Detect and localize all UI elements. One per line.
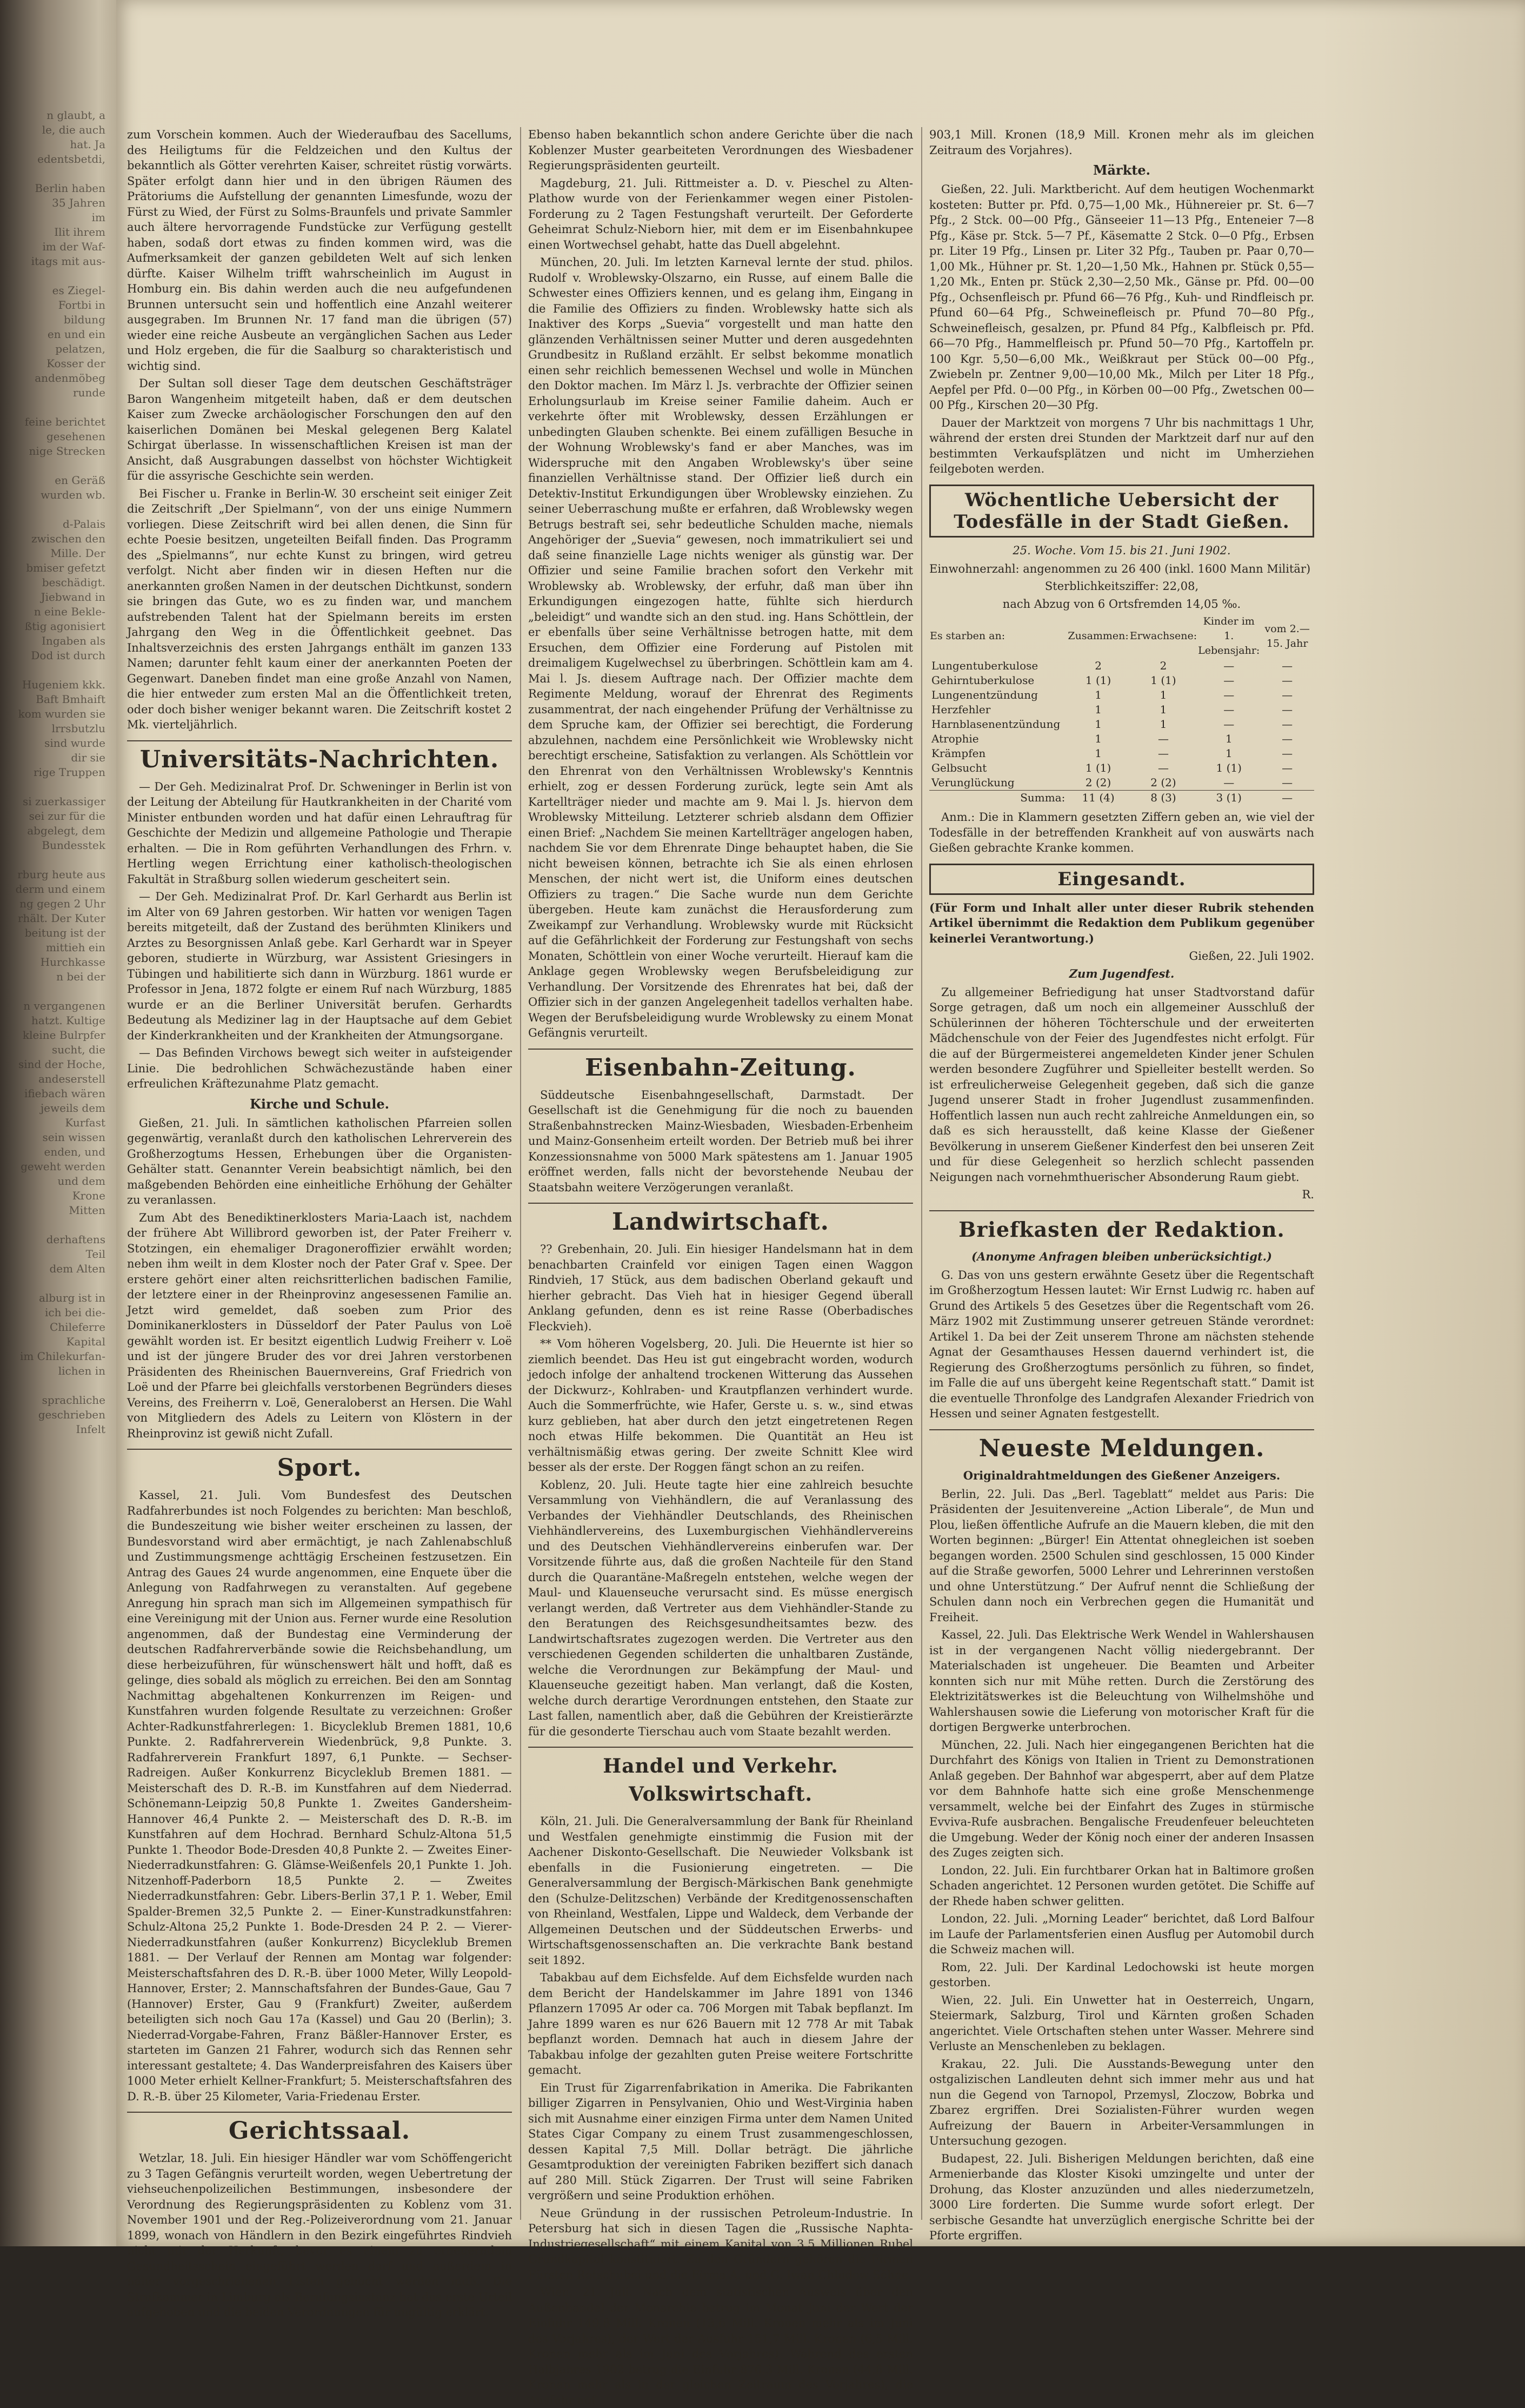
table-row	[929, 702, 1314, 717]
eingesandt-signature: R.	[1302, 1188, 1314, 1201]
table-cell: 11 (4)	[1082, 791, 1115, 804]
news-item: Krakau, 22. Juli. Die Ausstands-Bewegung unter den ostgalizischen Landleuten dehnt sich immer mehr aus und hat nun die Gegend von Tarnopol, Przemysl, Zloczow, Bobrka und Zbarez ergriffen. Drei Sozialisten-Führer wurden wegen Aufreizung der Bauern in Arbeiter-Versammlungen in Untersuchung gezogen.	[929, 2057, 1314, 2147]
table-cell: —	[1223, 659, 1235, 672]
table-cell: Harnblasenentzündung	[931, 718, 1061, 731]
column-2	[528, 127, 913, 2407]
table-header-cell: Kinder im 1. Lebensjahr:	[1198, 615, 1260, 656]
table-cell: Summa:	[1020, 791, 1065, 804]
table-cell: 1	[1095, 703, 1102, 716]
section-heading-todesfaelle: Wöchentliche Uebersicht der Todesfälle in der Stadt Gießen.	[929, 485, 1314, 538]
newspaper-page	[116, 0, 1525, 2407]
table-cell: Gehirntuberkulose	[931, 674, 1035, 687]
table-header-cell: Zusammen:	[1068, 630, 1129, 642]
table-cell: 1	[1160, 688, 1167, 701]
table-cell: —	[1223, 688, 1235, 701]
article-paragraph: Tabakbau auf dem Eichsfelde. Auf dem Eichsfelde wurden nach dem Bericht der Handelskammer im Jahre 1891 von 1346 Pflanzern 17095 Ar oder ca. 706 Morgen mit Tabak bepflanzt. Im Jahre 1899 waren es nur 626 Bauern mit 12 778 Ar mit Tabak bepflanzt worden. Demnach hat auch in diesem Jahre der Tabakbau infolge der gezahlten guten Preise weitere Fortschritte gemacht.	[528, 1971, 913, 2077]
table-cell: Herzfehler	[931, 703, 991, 716]
article-paragraph: Wetzlar, 18. Juli. Ein hiesiger Händler war vom Schöffengericht zu 3 Tagen Gefängnis verurteilt worden, wegen Uebertretung der viehseuchenpolizeilichen Bestimmungen, insbesondere der Verordnung des Regierungspräsidenten zu Koblenz vom 31. November 1901 und der Reg.-Polizeiverordnung vom 21. Januar 1899, wonach von Händlern in den Bezirk eingeführtes Rindvieh nicht mit der Herkunft, bevor es einem zu erneuerndem Gesundheitsschein eingeführt werden darf und außerdem in näher vorgeschriebenen Listen gebucht werden muß. Die Strafkammer in Limburg als Berufungsinstanz hat das erste Urteil aufgehoben und die beiden Verordnungen für ungültig erklärt.	[127, 2152, 512, 2319]
news-item: Wien, 22. Juli. Ein Unwetter hat in Oesterreich, Ungarn, Steiermark, Salzburg, Tirol und Kärnten großen Schaden angerichtet. Viele Ortschaften stehen unter Wasser. Mehrere sind Verluste an Menschenleben zu beklagen.	[929, 1993, 1314, 2053]
table-cell: 1	[1095, 688, 1102, 701]
section-heading-maerkte: Märkte.	[1093, 162, 1151, 178]
section-heading-handel: Handel und Verkehr. Volkswirtschaft.	[528, 1747, 913, 1808]
eingesandt-date: Gießen, 22. Juli 1902.	[1189, 950, 1314, 963]
section-heading-neueste: Neueste Meldungen.	[929, 1429, 1314, 1463]
table-cell: 1	[1095, 732, 1102, 745]
table-row	[929, 659, 1314, 673]
column-rule	[921, 127, 922, 2220]
news-item: Kassel, 22. Juli. Das Elektrische Werk Wendel in Wahlershausen ist in der vergangenen Nacht völlig niedergebrannt. Der Materialschaden ist ungeheuer. Die Beamten und Arbeiter konnten sich nur mit Mühe retten. Durch die Zerstörung des Elektrizitätswerkes ist die Beleuchtung von Wilhelmshöhe und Wahlershausen sowie die Lieferung von motorischer Kraft für die dortigen Bergwerke unterbrochen.	[929, 1628, 1314, 1734]
death-stats-population: Einwohnerzahl: angenommen zu 26 400 (inkl. 1600 Mann Militär)	[929, 562, 1311, 575]
article-paragraph: zum Vorschein kommen. Auch der Wiederaufbau des Sacellums, des Heiligtums für die Feldzeichen und den Kultus der bekanntlich als Götter verehrten Kaiser, schreitet rüstig vorwärts. Später erfolgt dann hier und in den übrigen Räumen des Prätoriums die Aufstellung der genannten Limesfunde, wozu der Fürst zu Wied, der Fürst zu Solms-Braunfels und private Sammler auch ältere hervorragende Fundstücke zur Verfügung gestellt haben, sodaß dort etwas zu finden kommen wird, was die Aufmerksamkeit der ganzen gebildeten Welt auf sich lenken dürfte. Kaiser Wilhelm trifft wahrscheinlich im August in Homburg ein. Bis dahin werden auch die neu aufgefundenen Brunnen untersucht sein und hoffentlich eine Anzahl weiterer ausgegraben. Im Brunnen Nr. 17 fand man die übrigen (57) wieder eine reiche Ausbeute an vergänglichen Sachen aus Leder und Holz ergeben, die für die Saalburg so charakteristisch und wichtig sind.	[127, 128, 512, 373]
eingesandt-disclaimer: (Für Form und Inhalt aller unter dieser Rubrik stehenden Artikel übernimmt die Redaktion dem Publikum gegenüber keinerlei Verantwortung.)	[929, 900, 1314, 945]
table-cell: 2	[1160, 659, 1167, 672]
table-cell: 1 (1)	[1216, 761, 1242, 774]
article-paragraph: Köln, 21. Juli. Die Generalversammlung der Bank für Rheinland und Westfalen genehmigte einstimmig die Fusion mit der Aachener Diskonto-Gesellschaft. Die Neuwieder Volksbank ist ebenfalls in die Fusionierung eingetreten. — Die Generalversammlung der Bergisch-Märkischen Bank genehmigte den (Schulze-Delitzschen) Verbände der Kreditgenossenschaften von Rheinland, Westfalen, Lippe und Waldeck, dem Verbande der Allgemeinen Deutschen und der Süddeutschen Erwerbs- und Wirtschaftsgenossenschaften an. Die verkrachte Bank bestand seit 1892.	[528, 1815, 913, 1967]
article-paragraph: Dauer der Marktzeit von morgens 7 Uhr bis nachmittags 1 Uhr, während der ersten drei Stunden der Marktzeit darf nur auf den bestimmten Verkaufsplätzen und nicht im Umherziehen feilgeboten werden.	[929, 416, 1314, 475]
table-header-cell: Erwachsene:	[1129, 630, 1197, 642]
article-paragraph: Zum Abt des Benediktinerklosters Maria-Laach ist, nachdem der frühere Abt Willibrord geworben ist, der Pater Freiherr v. Stotzingen, ein ehemaliger Dragoneroffizier erwählt worden; neben ihm weilt in dem Kloster noch der Pater Graf v. Spee. Der erstere gehört einer alten reichsritterlichen badischen Familie, der letztere einer in der Rheinprovinz angesessenen Familie an. Jetzt wird gemeldet, daß soeben zum Prior des Dominikanerklosters in Düsseldorf der Pater Paulus von Loë gewählt worden ist. Er besitzt eigentlich Ludwig Freiherr v. Loë und ist der jüngere Bruder des vor drei Jahren verstorbenen Präsidenten des Rheinischen Bauernvereins, Graf Friedrich von Loë und der Pfarre bei gleichfalls verstorbenen Begründers dieses Vereins, des Freiherrn v. Loë, Generaloberst an Hersen. Die Wahl von Mitgliedern des Adels zu Leitern von Klöstern in der Rheinprovinz ist gewiß nicht Zufall.	[127, 1211, 512, 1440]
table-cell: 1	[1225, 732, 1233, 745]
article-paragraph: Neue Gründung in der russischen Petroleum-Industrie. In Petersburg hat sich in diesen Tagen die „Russische Naphta-Industriegesellschaft“ mit einem Kapital von 3,5 Millionen Rubel Grundkapital konstituiert. Zu den Gründern gehören die Firmen Fürsten Rotschubei und die Firma A. und G. Iwan Chludow Söhne.	[528, 2206, 913, 2281]
death-stats-week: 25. Woche. Vom 15. bis 21. Juni 1902.	[1013, 543, 1231, 557]
news-item: London, 22. Juli. „Morning Leader“ berichtet, daß Lord Balfour im Laufe der Parlamentsferien einen Ausflug per Automobil durch die Schweiz machen will.	[929, 1912, 1314, 1956]
table-cell: 1	[1095, 718, 1102, 731]
table-cell: —	[1223, 776, 1235, 789]
table-cell: —	[1282, 761, 1293, 774]
table-cell: —	[1282, 791, 1293, 804]
article-paragraph: Magdeburg, 21. Juli. Rittmeister a. D. v. Pieschel zu Alten-Plathow wurde von der Ferienkammer wegen einer Pistolen-Forderung zu 2 Tagen Festungshaft verurteilt. Der Geforderte Geheimrat Schulz-Nieborn hier, mit dem er im Eisenbahnkupee einen Wortwechsel gehabt, hatte das Duell abgelehnt.	[528, 176, 913, 251]
table-cell: —	[1282, 718, 1293, 731]
news-item: London, 22. Juli. Ein furchtbarer Orkan hat in Baltimore großen Schaden angerichtet. 12 Personen wurden getötet. Die Schiffe auf der Rhede haben schwer gelitten.	[929, 1863, 1314, 1908]
table-header-cell: Es starben an:	[930, 630, 1005, 642]
column-rule	[520, 127, 521, 2220]
section-heading-eingesandt: Eingesandt.	[929, 864, 1314, 895]
section-heading-universitaet: Universitäts-Nachrichten.	[127, 740, 512, 774]
table-cell: —	[1282, 747, 1293, 760]
table-cell: Gelbsucht	[931, 761, 987, 774]
article-paragraph: Gießen, 21. Juli. In sämtlichen katholischen Pfarreien sollen gegenwärtig, veranlaßt durch den katholischen Lehrerverein des Großherzogtums Hessen, Erhebungen über die Organisten-Gehälter statt. Genannter Verein beabsichtigt nämlich, bei den maßgebenden Behörden eine einheitliche Erhöhung der Gehälter zu veranlassen.	[127, 1116, 512, 1206]
table-row	[929, 761, 1314, 775]
eingesandt-title: Zum Jugendfest.	[1069, 966, 1175, 980]
table-cell: —	[1282, 659, 1293, 672]
table-cell: —	[1223, 674, 1235, 687]
article-paragraph: Der Sultan soll dieser Tage dem deutschen Geschäftsträger Baron Wangenheim mitgeteilt haben, daß er dem deutschen Kaiser zum Zwecke archäologischer Forschungen den auf den kaiserlichen Domänen bei Meskal gelegenen Berg Kalatel Schirgat überlasse. In wissenschaftlichen Kreisen ist man der Ansicht, daß Ausgrabungen dasselbst von höchster Wichtigkeit für die assyrische Geschichte sein werden.	[127, 377, 512, 482]
table-cell: —	[1282, 674, 1293, 687]
table-cell: Verunglückung	[931, 776, 1015, 789]
adjacent-page-text: n glaubt, a le, die auch hat. Ja edentsbetdi, Berlin haben 35 Jahren im Ilit ihrem im der Waf- itags mit aus- es Ziegel- Fortbi in bildung en und ein pelatzen, Kosser der andenmöbeg runde feine berichtet gesehenen nige Strecken en Geräß wurden wb. d-Palais zwischen den Mille. Der bmiser gefetzt beschädigt. Jiebwand in n eine Bekle- ßtig agonisiert Ingaben als Dod ist durch Hugeniem kkk. Baft Bmhaift kom wurden sie lrrsbutzlu sind wurde dir sie rige Truppen si zuerkassiger sei zur für die abgelegt, dem Bundesstek rburg heute aus derm und einem ng gegen 2 Uhr rhält. Der Kuter beitung ist der mittieh ein Hurchkasse n bei der n vergangenen hatzt. Kultige kleine Bulrpfer sucht, die sind der Hoche, andeserstell ifiebach wären jeweils dem Kurfast sein wissen enden, und geweht werden und dem Krone Mitten derhaftens Teil dem Alten alburg ist in ich bei die- Chileferre Kapital im Chilekurfan- lichen in sprachliche geschrieben Infelt	[15, 109, 105, 1436]
table-cell: —	[1157, 761, 1169, 774]
table-cell: 1 (1)	[1085, 761, 1111, 774]
table-cell: Krämpfen	[931, 747, 986, 760]
page-margin	[1322, 0, 1525, 2246]
briefkasten-note: (Anonyme Anfragen bleiben unberücksichtigt.)	[971, 1249, 1272, 1263]
table-cell: Atrophie	[931, 732, 979, 745]
table-cell: 2 (2)	[1150, 776, 1176, 789]
article-paragraph: Wien, 21. Juli. Nach dem statistischen Ausweis über den Außenhandel der Monarchie betrug im Monat Juni der Wert der Einfuhr 149,8 Mill. Kronen (13,6 Mill. Kronen mehr als im Juni des Vorjahres), der Wert der Ausfuhr 151,7 Mill. Kronen (6,5 Mill. Kronen mehr als im Juni des Vorjahres). Während des ersten Halbjahres 1902 betrug die Einfuhr 876,3 Mill. Kronen (44,8 Mill. Kronen mehr als in der gleichen Zeitraum des Vorjahres), die Ausfuhr auf	[528, 2286, 913, 2407]
death-stats-note: Anm.: Die in Klammern gesetzten Ziffern geben an, wie viel der Todesfälle in der betreffenden Krankheit auf von auswärts nach Gießen gebrachte Kranke kommen.	[929, 811, 1314, 854]
table-cell: 1 (1)	[1085, 674, 1111, 687]
column-3	[929, 127, 1314, 2242]
table-cell: 1	[1160, 703, 1167, 716]
section-heading-eisenbahn: Eisenbahn-Zeitung.	[528, 1049, 913, 1082]
article-paragraph: ** Vom höheren Vogelsberg, 20. Juli. Die Heuernte ist hier so ziemlich beendet. Das Heu ist gut eingebracht worden, wodurch jedoch infolge der anhaltend trockenen Witterung das Aussehen der Dickwurz-, Kohlraben- und Krautpflanzen verhindert wurde. Auch die Sommerfrüchte, wie Hafer, Gerste u. s. w., sind etwas kurz geblieben, hat aber durch den jetzt eingetretenen Regen noch etwas Hilfe bekommen. Die Quantität an Heu ist verhältnismäßig etwas gering. Der zweite Schnitt Klee wird besser als der erste. Der Roggen fängt schon an zu reifen.	[528, 1337, 913, 1474]
table-row	[929, 673, 1314, 688]
book-spine	[0, 0, 116, 2246]
table-cell: Lungentuberkulose	[931, 659, 1038, 672]
news-item: Berlin, 22. Juli. Das „Berl. Tageblatt“ meldet aus Paris: Die Präsidenten der Jesuitenvereine „Action Liberale“, de Mun und Plou, ließen öffentliche Aufrufe an die Mauern kleben, die mit den Worten beginnen: „Bürger! Ein Attentat ohnegleichen ist soeben begangen worden. 2500 Schulen sind geschlossen, 15 000 Kinder auf die Straße geworfen, 5000 Lehrer und Lehrerinnen verstoßen und ohne Unterstützung.“ Der Aufruf nennt die Schließung der Schulen dann noch ein Verbrechen gegen die Humanität und Freiheit.	[929, 1487, 1314, 1624]
article-paragraph: Ein Trust für Zigarrenfabrikation in Amerika. Die Fabrikanten billiger Zigarren in Pensylvanien, Ohio und West-Virginia haben sich mit Ausnahme einer einzigen Firma unter dem Namen United States Cigar Company zu einem Trust zusammengeschlossen, dessen Kapital 7,5 Mill. Dollar beträgt. Die jährliche Gesamtproduktion der vereinigten Fabriken beziffert sich danach auf 280 Mill. Stück Zigarren. Der Trust will seine Fabriken vergrößern und seine Produktion erhöhen.	[528, 2081, 913, 2202]
section-heading-gericht: Gerichtssaal.	[127, 2112, 512, 2145]
table-row	[929, 775, 1314, 791]
table-cell: —	[1157, 732, 1169, 745]
article-paragraph: Koblenz, 20. Juli. Heute tagte hier eine zahlreich besuchte Versammlung von Viehhändlern, die auf Veranlassung des Verbandes der Viehhändler Deutschlands, des Rheinischen Viehhändlervereins, des Luxemburgischen Viehhändlervereins und des Deutschen Viehhändlervereins einberufen war. Der Vorsitzende führte aus, daß die großen Nachteile für den Stand durch die Quarantäne-Maßregeln entstehen, welche wegen der Maul- und Klauenseuche verursacht sind. Es müsse energisch verlangt werden, daß Vertreter aus dem Viehhändler-Stande zu den Beratungen des Reichsgesundheitsamtes bezw. des Landwirtschaftsrates zugezogen werden. Die Vertreter aus den verschiedenen Gegenden schilderten die unhaltbaren Zustände, welche die Verordnungen zur Bekämpfung der Maul- und Klauenseuche gezeitigt haben. Man verlangt, daß die Kosten, welche durch derartige Verordnungen entstehen, den Staate zur Last fallen, namentlich aber, daß die Gebühren der Kreistierärzte für die gesonderte Tierschau auch vom Staate bezahlt werden.	[528, 1478, 913, 1738]
article-paragraph: — Das Befinden Virchows bewegt sich weiter in aufsteigender Linie. Die bedrohlichen Schwächezustände haben einer erfreulichen Kräftezunahme Platz gemacht.	[127, 1046, 512, 1090]
table-cell: 1	[1160, 718, 1167, 731]
table-cell: 1	[1225, 747, 1233, 760]
death-stats-rate: Sterblichkeitsziffer: 22,08,	[1044, 580, 1199, 593]
article-paragraph: Kassel, 21. Juli. Vom Bundesfest des Deutschen Radfahrerbundes ist noch Folgendes zu berichten: Man beschloß, die Bundeszeitung wie bisher weiter erscheinen zu lassen, der Bundesvorstand wird aber ermächtigt, je nach Zahlenabschluß und Zustimmungsmenge achttägig Erscheinen festzusetzen. Ein Antrag des Gaues 24 wurde angenommen, eine Enquete über die Anlegung von Radfahrwegen zu veranstalten. Auf gegebene Anregung hin sprach man sich im Allgemeinen sympathisch für eine Vereinigung mit der Union aus. Ferner wurde eine Resolution angenommen, daß der Bundestag eine Verminderung der deutschen Radfahrerverbände sowie die Reichsbehandlung, um diese herbeizuführen, für wünschenswert hält und hofft, daß es gelinge, dies sobald als möglich zu erreichen. Bei den am Sonntag Nachmittag abgehaltenen Konkurrenzen im Reigen- und Kunstfahren wurden folgende Resultate zu verzeichnen: Großer Achter-Radkunstfahrerlegen: 1. Bicycleklub Bremen 1881, 10,6 Punkte. 2. Radfahrerverein Wiedenbrück, 9,8 Punkte. 3. Radfahrerverein Frankfurt 1897, 6,1 Punkte. — Sechser-Radreigen. Außer Konkurrenz Bicycleklub Bremen 1881. — Meisterschaft des D. R.-B. im Kunstfahren auf dem Niederrad. Schönemann-Leipzig 50,8 Punkte 1. Zweites Gandersheim-Hannover 46,4 Punkte 2. — Meisterschaft des D. R.-B. im Kunstfahren auf dem Hochrad. Bernhard Schulz-Altona 51,5 Punkte 1. Theodor Bode-Dresden 40,8 Punkte 2. — Zweites Einer-Niederradkunstfahren: G. Glämse-Weißenfels 20,1 Punkte 1. Joh. Nitzenhoff-Paderborn 18,5 Punkte 2. — Zweites Niederradkunstfahren: Gebr. Libers-Berlin 37,1 P. 1. Weber, Emil Spalder-Bremen 32,5 Punkte 2. — Einer-Kunstradkunstfahren: Schulz-Altona 25,2 Punkte 1. Bode-Dresden 24 P. 2. — Vierer-Niederradkunstfahren (außer Konkurrenz) Bicycleklub Bremen 1881. — Der Verlauf der Rennen am Montag war folgender: Meisterschaftsfahren des D. R.-B. über 1000 Meter, Willy Leopold-Hannover, Erster; 2. Mannschaftsfahren der Bundes-Gaue, Gau 7 (Hannover) Erster, Gau 9 (Frankfurt) Zweiter, außerdem beteiligten sich noch Gau 17a (Kassel) und Gau 20 (Berlin); 3. Niederrad-Vorgabe-Fahren, Franz Bäßler-Hannover Erster, es starteten im Ganzen 21 Fahrer, wodurch sich das Rennen sehr interessant gestaltete; 4. Das Wanderpreisfahren des Kaisers über 1000 Meter erhielt Kellner-Frankfurt; 5. Meisterschaftsfahren des D. R.-B. über 25 Kilometer, Varia-Friedenau Erster.	[127, 1489, 512, 2103]
table-cell: 1 (1)	[1150, 674, 1176, 687]
neueste-subheading: Originaldrahtmeldungen des Gießener Anzeigers.	[963, 1468, 1281, 1482]
table-header-cell: vom 2.—15. Jahr	[1264, 622, 1310, 649]
article-paragraph: Bei Fischer u. Franke in Berlin-W. 30 erscheint seit einiger Zeit die Zeitschrift „Der Spielmann“, von der uns einige Nummern vorliegen. Diese Zeitschrift wird bei allen denen, die Sinn für echte Poesie besitzen, ungeteilten Beifall finden. Das Programm des „Spielmanns“, nur echte Kunst zu bringen, wird getreu verfolgt. Nicht aber finden wir in diesen Heften nur die anerkannten großen Namen in der deutschen Dichtkunst, sondern sie bringen das Gute, wo es zu finden war, und manchem aufstrebenden Talent hat der Spielmann bereits im ersten Jahrgang den Weg in die Öffentlichkeit geebnet. Das Inhaltsverzeichnis des ersten Jahrgangs enthält im ganzen 133 Namen; darunter fehlt kaum einer der anerkannten Poeten der Gegenwart. Daneben findet man eine große Anzahl von Namen, die hier entweder zum ersten Mal an die Öffentlichkeit treten, oder doch bisher weniger bekannt waren. Die Zeitschrift kostet 2 Mk. vierteljährlich.	[127, 487, 512, 731]
table-cell: —	[1157, 747, 1169, 760]
death-stats-table	[929, 614, 1314, 805]
section-heading-briefkasten: Briefkasten der Redaktion.	[929, 1210, 1314, 1244]
section-heading-landwirtschaft: Landwirtschaft.	[528, 1203, 913, 1236]
table-cell: —	[1282, 688, 1293, 701]
section-heading-sport: Sport.	[127, 1449, 512, 1482]
table-cell: 2 (2)	[1085, 776, 1111, 789]
table-row	[929, 717, 1314, 732]
table-row	[929, 688, 1314, 702]
article-paragraph: Zu allgemeiner Befriedigung hat unser Stadtvorstand dafür Sorge getragen, daß um noch ein allgemeiner Ausschluß der Schülerinnen der höheren Töchterschule und der erweiterten Mädchenschule von der Feier des Jugendfestes nicht erfolgt. Für die auf der Bürgermeisterei angemeldeten Kinder jener Schulen werden besondere Zugführer und Spielleiter bestellt werden. So ist erfreulicherweise Gelegenheit gegeben, daß sich die ganze Jugend unserer Stadt in froher Jugendlust zusammenfinden. Hoffentlich lassen nun auch recht zahlreiche Anmeldungen ein, so daß es sich herausstellt, daß keine Klasse der Gießener Bevölkerung in unserem Gießener Kinderfest den bei unseren Zeit und für diese Gelegenheit so herzlich schlecht passenden Neigungen nach vornehmthuerischer Absonderung Raum giebt.	[929, 985, 1314, 1184]
table-cell: —	[1282, 732, 1293, 745]
death-stats-rate-adjusted: nach Abzug von 6 Ortsfremden 14,05 ‰.	[1002, 597, 1241, 611]
table-row	[929, 732, 1314, 746]
table-cell: 3 (1)	[1216, 791, 1242, 804]
table-cell: —	[1282, 776, 1293, 789]
article-paragraph: — Der Geh. Medizinalrat Prof. Dr. Schweninger in Berlin ist von der Leitung der Abteilung für Hautkrankheiten in der Charité vom Minister entbunden worden und hat dafür einen Lehrauftrag für Geschichte der Medizin und allgemeine Pathologie und Therapie erhalten. — Die in Rom geführten Verhandlungen des Frhrn. v. Hertling wegen Errichtung einer katholisch-theologischen Fakultät in Straßburg sollen wiederum gescheitert sein.	[127, 780, 512, 886]
table-cell: 8 (3)	[1150, 791, 1176, 804]
table-row	[929, 746, 1314, 761]
table-cell: —	[1223, 703, 1235, 716]
article-paragraph: 903,1 Mill. Kronen (18,9 Mill. Kronen mehr als im gleichen Zeitraum des Vorjahres).	[929, 128, 1314, 157]
article-paragraph: ?? Grebenhain, 20. Juli. Ein hiesiger Handelsmann hat in dem benachbarten Crainfeld vor einigen Tagen einen Waggon Rindvieh, 17 Stück, aus dem badischen Oberland gekauft und hierher gebracht. Das Vieh hat in hiesiger Gegend überall Anklang gefunden, denn es ist reine Rasse (Oberbadisches Fleckvieh).	[528, 1243, 913, 1333]
table-cell: —	[1282, 703, 1293, 716]
article-paragraph: Ebenso haben bekanntlich schon andere Gerichte über die nach Koblenzer Muster gearbeiteten Verordnungen des Wiesbadener Regierungspräsidenten geurteilt.	[528, 128, 913, 172]
news-item: München, 22. Juli. Nach hier eingegangenen Berichten hat die Durchfahrt des Königs von Italien in Trient zu Demonstrationen Anlaß gegeben. Der Bahnhof war abgesperrt, aber auf dem Platze vor dem Bahnhofe hatte sich eine große Menschenmenge versammelt, welche bei der Einfahrt des Zuges in stürmische Evviva-Rufe ausbrachen. Bengalische Freudenfeuer beleuchteten die Umgebung. Weder der König noch einer der anderen Insassen des Zuges zeigten sich.	[929, 1738, 1314, 1859]
table-cell: 2	[1095, 659, 1102, 672]
table-sum-row	[929, 791, 1314, 806]
table-cell: 1	[1095, 747, 1102, 760]
article-paragraph: G. Das von uns gestern erwähnte Gesetz über die Regentschaft im Großherzogtum Hessen lautet: Wir Ernst Ludwig rc. haben auf Grund des Artikels 5 des Gesetzes über die Regentschaft vom 26. März 1902 mit Zustimmung unserer getreuen Stände verordnet: Artikel 1. Da bei der Zeit unserem Throne am nächsten stehende Agnat der Gesamthauses Hessen dauernd verhindert ist, die Regierung des Großherzogtums persönlich zu führen, so findet, im Falle die auf uns übergeht keine Regentschaft statt.“ Damit ist die eventuelle Thronfolge des Landgrafen Alexander Friedrich von Hessen und seiner Agnaten festgestellt.	[929, 1268, 1314, 1420]
table-cell: Lungenentzündung	[931, 688, 1038, 701]
news-item: Budapest, 22. Juli. Bisherigen Meldungen berichten, daß eine Armenierbande das Kloster Kisoki umzingelte und unter der Drohung, das Kloster anzuzünden und alles niederzumetzeln, 3000 Lire forderten. Die Summe wurde sofort erlegt. Der serbische Gesandte hat unverzüglich energische Schritte bei der Pforte ergriffen.	[929, 2152, 1314, 2242]
table-cell: —	[1223, 718, 1235, 731]
column-1	[127, 127, 512, 2319]
news-item: Rom, 22. Juli. Der Kardinal Ledochowski ist heute morgen gestorben.	[929, 1960, 1314, 1989]
table-header-row	[929, 614, 1314, 659]
section-heading-kirche: Kirche und Schule.	[250, 1096, 389, 1112]
article-paragraph: Gießen, 22. Juli. Marktbericht. Auf dem heutigen Wochenmarkt kosteten: Butter pr. Pfd. 0,75—1,00 Mk., Hühnereier pr. St. 6—7 Pfg., 2 Stck. 00—00 Pfg., Gänseeier 11—13 Pfg., Enteneier 7—8 Pfg., Käse pr. Stck. 5—7 Pf., Käsematte 2 Stck. 0—0 Pfg., Erbsen pr. Liter 19 Pfg., Linsen pr. Liter 32 Pfg., Tauben pr. Paar 0,70—1,00 Mk., Hühner pr. St. 1,20—1,50 Mk., Hahnen pr. Stück 0,55—1,20 Mk., Enten pr. Stück 2,30—2,50 Mk., Gänse pr. Pfd. 00—00 Pfg., Ochsenfleisch pr. Pfund 66—76 Pfg., Kuh- und Rindfleisch pr. Pfund 60—64 Pfg., Schweinefleisch pr. Pfund 70—80 Pfg., Schweinefleisch, gesalzen, pr. Pfund 84 Pfg., Kalbfleisch pr. Pfd. 66—70 Pfg., Hammelfleisch pr. Pfund 50—70 Pfg., Kartoffeln pr. 100 Kgr. 5,50—6,00 Mk., Weißkraut per Stück 00—00 Pfg., Zwiebeln pr. Zentner 9,00—10,00 Mk., Milch per Liter 18 Pfg., Aepfel per Pfd. 0—00 Pfg., in Körben 00—00 Pfg., Zwetschen 00—00 Pfg., Kirschen 20—30 Pfg.	[929, 183, 1314, 412]
article-paragraph: Süddeutsche Eisenbahngesellschaft, Darmstadt. Der Gesellschaft ist die Genehmigung für die noch zu bauenden Straßenbahnstrecken Mainz-Wiesbaden, Wiesbaden-Erbenheim und Mainz-Gonsenheim erteilt worden. Der Betrieb muß bei ihrer Konzessionsnahme von 5000 Mark spätestens am 1. Januar 1905 eröffnet werden, falls nicht der bevorstehende Neubau der Staatsbahn weitere Verzögerungen veranlaßt.	[528, 1088, 913, 1194]
article-paragraph: — Der Geh. Medizinalrat Prof. Dr. Karl Gerhardt aus Berlin ist im Alter von 69 Jahren gestorben. Wir hatten vor wenigen Tagen bereits mitgeteilt, daß der Zustand des berühmten Klinikers und Arztes zu Besorgnissen Anlaß gebe. Karl Gerhardt war in Speyer geboren, studierte in Würzburg, war Assistent Griesingers in Tübingen und habilitierte sich dann in Würzburg. 1861 wurde er Professor in Jena, 1872 folgte er einem Ruf nach Würzburg, 1885 wurde er an die Berliner Universität berufen. Gerhardts Bedeutung als Mediziner lag in der Hauptsache auf dem Gebiet der Kinderkrankheiten und der Krankheiten der Atmungsorgane.	[127, 890, 512, 1042]
article-paragraph: München, 20. Juli. Im letzten Karneval lernte der stud. philos. Rudolf v. Wroblewsky-Olszarno, ein Russe, auf einem Balle die Schwester eines Offiziers kennen, und es gelang ihm, Eingang in die Familie des Offiziers zu finden. Wroblewsky hatte sich als Inaktiver des Korps „Suevia“ vorgestellt und man hatte den glänzenden Verhältnissen seiner Mutter und deren ausgedehnten Grundbesitz in Rußland erzählt. Er selbst bekomme monatlich einen sehr reichlich bemessenen Wechsel und wolle in München den Doktor machen. Im März l. Js. verbrachte der Offizier seinen Erholungsurlaub im Kreise seiner Familie daheim. Auch er verkehrte öfter mit Wroblewsky, dessen Erzählungen er unbedingten Glauben schenkte. Bei einem zufälligen Besuche in der Wohnung Wroblewsky's fand er aber Manches, was im Widerspruche mit den Angaben Wroblewsky's über seine finanziellen Verhältnisse stand. Der Offizier ließ durch ein Detektiv-Institut Erkundigungen über Wroblewsky einziehen. Zu seiner Ueberraschung mußte er erfahren, daß Wroblewsky wegen Betrugs bestraft sei, sehr bedeutliche Schulden mache, niemals Angehöriger der „Suevia“ gewesen, noch immatrikuliert sei und daß seine finanzielle Lage nichts weniger als günstig war. Der Offizier und seine Familie brachen sofort den Verkehr mit Wroblewsky ab. Wroblewsky, der erfuhr, daß man über ihn Erkundigungen eingezogen hatte, fühlte sich hierdurch „beleidigt“ und wandte sich an den stud. ing. Hans Schöttlein, der er ebenfalls über seine Verhältnisse betrogen hatte, mit dem Ersuchen, dem Offizier eine Forderung auf Pistolen mit dreimaligem Kugelwechsel zu überbringen. Schöttlein kam am 4. Mai l. Js. diesem Auftrage nach. Der Offizier machte dem Regimente Meldung, worauf der Ehrenrat des Regiments zusammentrat, der nach eingehender Prüfung der Verhältnisse zu dem Spruche kam, der Offizier sei berechtigt, die Forderung abzulehnen, nachdem eine Persönlichkeit wie Wroblewsky nicht berechtigt erscheine, Satisfaktion zu verlangen. Als Schöttlein vor den Ehrenrat von den Verhältnissen Wroblewsky's Kenntnis erhielt, zog er dessen Forderung zurück, legte sein Amt als Kartellträger nieder und machte am 9. Mai l. Js. hiervon dem Wroblewsky Mitteilung. Letzterer schrieb alsdann dem Offizier einen Brief: „Nachdem Sie meinen Kartellträger angelogen haben, nachdem Sie vor dem Ehrenrate Dinge behauptet haben, die Sie nicht beweisen können, betrachte ich Sie als einen ehrlosen Menschen, der nicht wert ist, die Uniform eines deutschen Offiziers zu tragen.“ Die Sache wurde nun dem Gerichte übergeben. Heute kam zunächst die Herausforderung zum Zweikampf zur Verhandlung. Wroblewsky wurde mit Rücksicht auf die Gefährlichkeit der Forderung zur Festungshaft von sechs Monaten, Schöttlein von einer Woche verurteilt. Hierauf kam die Anklage gegen Wroblewsky wegen Berufsbeleidigung zur Verhandlung. Der Vorsitzende des Ehrenrates hat bei, daß der Offizier sich in der ganzen Angelegenheit tadellos verhalten habe. Wegen der Berufsbeleidigung wurde Wroblewsky zu einem Monat Gefängnis verurteilt.	[528, 256, 913, 1039]
